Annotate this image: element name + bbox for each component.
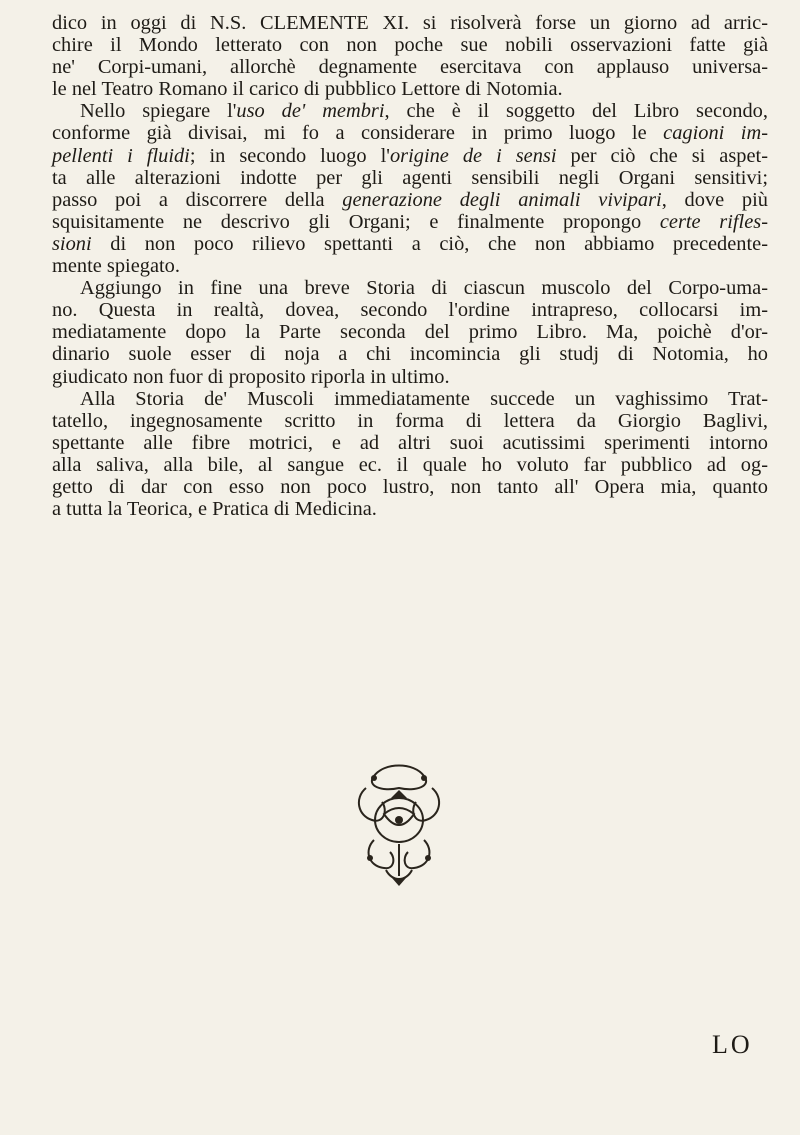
text-line: a tutta la Teorica, e Pratica di Medicina. [52, 498, 377, 521]
text-line: le nel Teatro Romano il carico di pubblico Lettore di Notomia. [52, 78, 563, 101]
text-line: no. Questa in realtà, dovea, secondo l'ordine intrapreso, collocarsi im- [52, 299, 768, 322]
paragraph-2 [52, 100, 768, 277]
text-line: Aggiungo in fine una breve Storia di ciascun muscolo del Corpo-uma- [80, 277, 768, 300]
text-line: Nello spiegare l'uso de' membri, che è il soggetto del Libro secondo, [80, 100, 768, 123]
text-line: dinario suole esser di noja a chi incomincia gli studj di Notomia, ho [52, 343, 768, 366]
paragraph-4 [52, 388, 768, 521]
text-line: mente spiegato. [52, 255, 180, 278]
text-line: tatello, ingegnosamente scritto in forma di lettera da Giorgio Baglivi, [52, 409, 768, 432]
text-line: passo poi a discorrere della generazione degli animali vivipari, dove più [52, 188, 768, 211]
body-text [52, 12, 768, 520]
text-line: Alla Storia de' Muscoli immediatamente succede un vaghissimo Trat- [80, 387, 768, 410]
text-line: dico in oggi di N.S. CLEMENTE XI. si risolverà forse un giorno ad arric- [52, 12, 768, 34]
text-line: giudicato non fuor di proposito riporla in ultimo. [52, 365, 450, 388]
text-line: conforme già divisai, mi fo a considerare in primo luogo le cagioni im- [52, 122, 768, 145]
text-line: mediatamente dopo la Parte seconda del primo Libro. Ma, poichè d'or- [52, 321, 768, 344]
ornament-vignette [344, 758, 454, 888]
paragraph-3 [52, 277, 768, 387]
catchword: LO [712, 1030, 753, 1059]
text-line: spettante alle fibre motrici, e ad altri suoi acutissimi sperimenti intorno [52, 431, 768, 454]
text-line: ne' Corpi-umani, allorchè degnamente esercitava con applauso universa- [52, 56, 768, 79]
text-line: pellenti i fluidi; in secondo luogo l'origine de i sensi per ciò che si aspet- [52, 144, 768, 167]
text-line: chire il Mondo letterato con non poche sue nobili osservazioni fatte già [52, 34, 768, 57]
text-line: ta alle alterazioni indotte per gli agenti sensibili negli Organi sensitivi; [52, 166, 768, 189]
paragraph-1 [52, 12, 768, 100]
text-line: alla saliva, alla bile, al sangue ec. il quale ho voluto far pubblico ad og- [52, 453, 768, 476]
text-line: squisitamente ne descrivo gli Organi; e finalmente propongo certe rifles- [52, 210, 768, 233]
text-line: getto di dar con esso non poco lustro, non tanto all' Opera mia, quanto [52, 475, 768, 498]
text-line: sioni di non poco rilievo spettanti a ciò, che non abbiamo precedente- [52, 232, 768, 255]
